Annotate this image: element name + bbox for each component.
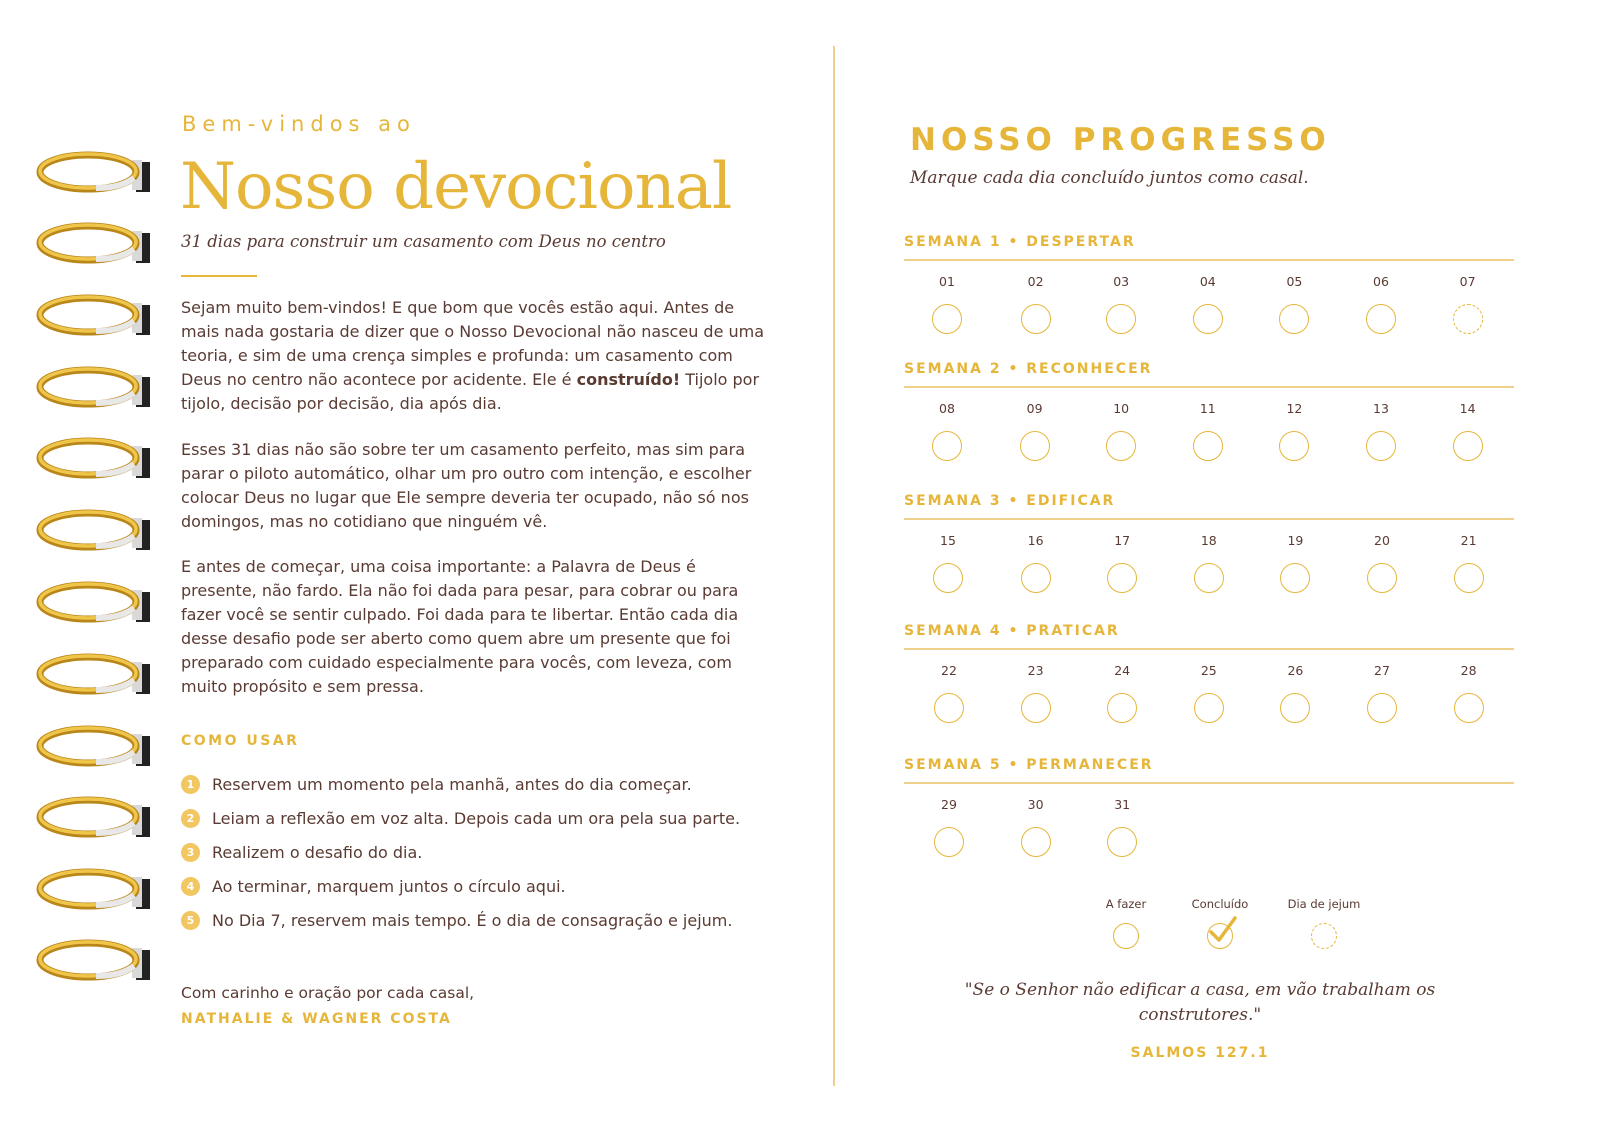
intro-paragraph-2: Esses 31 dias não são sobre ter um casamento perfeito, mas sim para parar o piloto automático, olhar um pro outro com intenção, e escolher colocar Deus no lugar que Ele sempre deveria ter ocupado, não só nos domingos, mas no cotidiano que ninguém vê. — [181, 440, 752, 531]
day-number: 13 — [1373, 401, 1389, 416]
day-10[interactable] — [1101, 401, 1141, 461]
day-number: 31 — [1114, 797, 1131, 812]
day-02[interactable] — [1016, 274, 1056, 334]
page-title: Nosso devocional — [180, 150, 732, 224]
legend-todo-circle — [1113, 923, 1139, 949]
day-11[interactable] — [1188, 401, 1228, 461]
spiral-ring-icon — [36, 793, 152, 841]
legend-done-label: Concluído — [1191, 897, 1249, 911]
day-number: 10 — [1113, 401, 1130, 416]
day-number: 17 — [1114, 533, 1131, 548]
title-underline — [181, 275, 257, 277]
spiral-ring-icon — [36, 363, 152, 411]
legend-todo — [1076, 897, 1176, 949]
day-28[interactable] — [1449, 663, 1489, 723]
page-subtitle: 31 dias para construir um casamento com Deus no centro — [181, 232, 666, 251]
day-number: 30 — [1027, 797, 1044, 812]
spiral-ring-icon — [36, 722, 152, 770]
intro-paragraph-3: E antes de começar, uma coisa importante: a Palavra de Deus é presente, não fardo. Ela não foi dada para pesar, para cobrar ou para fazer você se sentir culpado. Foi dada para te libertar. Então cada dia desse desafio pode ser aberto como quem abre um presente que foi preparado com cuidado especialmente para vocês, com leveza, com muito propósito e sem pressa. — [181, 557, 739, 696]
legend-fast — [1274, 897, 1374, 949]
day-circle[interactable] — [1021, 304, 1051, 334]
week-label: SEMANA 5 • PERMANECER — [904, 757, 1154, 773]
week-label: SEMANA 3 • EDIFICAR — [904, 493, 1116, 509]
step-text: Reservem um momento pela manhã, antes do dia começar. — [212, 774, 692, 794]
intro-bold-word: construído! — [576, 370, 681, 389]
day-circle[interactable] — [1020, 431, 1050, 461]
day-circle[interactable] — [1194, 563, 1224, 593]
intro-paragraph-1 — [181, 296, 771, 416]
step-number-badge: 3 — [181, 843, 200, 862]
week-divider — [904, 386, 1514, 388]
day-20[interactable] — [1362, 533, 1402, 593]
day-circle[interactable] — [1106, 304, 1136, 334]
fast-day-circle[interactable] — [1453, 304, 1483, 334]
day-number: 14 — [1459, 401, 1476, 416]
day-circle[interactable] — [1279, 431, 1309, 461]
day-circle[interactable] — [933, 563, 963, 593]
day-27[interactable] — [1362, 663, 1402, 723]
day-number: 03 — [1113, 274, 1130, 289]
day-09[interactable] — [1015, 401, 1055, 461]
day-number: 23 — [1027, 663, 1044, 678]
day-number: 15 — [940, 533, 956, 548]
day-number: 11 — [1199, 401, 1216, 416]
day-number: 24 — [1114, 663, 1131, 678]
progress-subtitle: Marque cada dia concluído juntos como casal. — [910, 168, 1309, 188]
day-circle[interactable] — [1021, 693, 1051, 723]
welcome-kicker: Bem-vindos ao — [182, 112, 416, 136]
day-circle[interactable] — [1367, 563, 1397, 593]
step-text: Leiam a reflexão em voz alta. Depois cada um ora pela sua parte. — [212, 808, 741, 828]
day-number: 12 — [1286, 401, 1303, 416]
day-number: 05 — [1286, 274, 1303, 289]
scripture-quote: "Se o Senhor não edificar a casa, em vão trabalham os construtores." — [964, 980, 1436, 1025]
day-number: 26 — [1287, 663, 1304, 678]
spiral-ring-icon — [36, 434, 152, 482]
progress-title: NOSSO PROGRESSO — [910, 122, 1331, 158]
page-divider — [833, 46, 835, 1086]
step-number-badge: 5 — [181, 911, 200, 930]
scripture-reference: SALMOS 127.1 — [1130, 1045, 1270, 1061]
check-icon — [1202, 910, 1242, 950]
day-13[interactable] — [1361, 401, 1401, 461]
day-circle[interactable] — [934, 827, 964, 857]
spiral-ring-icon — [36, 936, 152, 984]
day-circle[interactable] — [1366, 431, 1396, 461]
day-29[interactable] — [929, 797, 969, 857]
day-number: 16 — [1027, 533, 1044, 548]
day-30[interactable] — [1016, 797, 1056, 857]
day-23[interactable] — [1016, 663, 1056, 723]
day-circle[interactable] — [1454, 563, 1484, 593]
day-circle[interactable] — [1367, 693, 1397, 723]
day-16[interactable] — [1016, 533, 1056, 593]
how-to-item — [181, 908, 732, 932]
legend-todo-label: A fazer — [1105, 897, 1147, 911]
day-number: 27 — [1374, 663, 1390, 678]
week-label: SEMANA 1 • DESPERTAR — [904, 234, 1136, 250]
week-divider — [904, 648, 1514, 650]
day-number: 08 — [939, 401, 955, 416]
step-number-badge: 2 — [181, 809, 200, 828]
spiral-ring-icon — [36, 291, 152, 339]
day-25[interactable] — [1189, 663, 1229, 723]
day-24[interactable] — [1102, 663, 1142, 723]
how-to-item — [181, 806, 740, 830]
day-number: 22 — [941, 663, 957, 678]
day-circle[interactable] — [1106, 431, 1136, 461]
day-circle[interactable] — [1021, 827, 1051, 857]
step-number-badge: 4 — [181, 877, 200, 896]
legend-fast-label: Dia de jejum — [1287, 897, 1361, 911]
intro-text-a: Sejam muito bem-vindos! E que bom que vocês estão aqui. Antes de mais nada gostaria de dizer que o Nosso Devocional não nasceu de uma teoria, e sim de uma crença simples e profunda: um casamento com Deus no centro não acontece por acidente. Ele é — [181, 298, 765, 389]
how-to-item — [181, 772, 692, 796]
day-number: 20 — [1374, 533, 1390, 548]
signature-line: Com carinho e oração por cada casal, — [181, 984, 475, 1002]
day-06[interactable] — [1361, 274, 1401, 334]
day-number: 06 — [1373, 274, 1389, 289]
day-circle[interactable] — [1280, 563, 1310, 593]
day-number: 21 — [1460, 533, 1477, 548]
spiral-ring-icon — [36, 865, 152, 913]
step-text: No Dia 7, reservem mais tempo. É o dia de consagração e jejum. — [212, 910, 733, 930]
day-number: 01 — [939, 274, 955, 289]
day-circle[interactable] — [1107, 693, 1137, 723]
day-number: 07 — [1459, 274, 1476, 289]
step-text: Realizem o desafio do dia. — [212, 842, 423, 862]
week-divider — [904, 782, 1514, 784]
day-circle[interactable] — [1193, 431, 1223, 461]
week-label: SEMANA 2 • RECONHECER — [904, 361, 1153, 377]
how-to-heading: COMO USAR — [181, 733, 300, 749]
how-to-item — [181, 874, 566, 898]
day-circle[interactable] — [932, 431, 962, 461]
day-26[interactable] — [1275, 663, 1315, 723]
spiral-ring-icon — [36, 219, 152, 267]
day-01[interactable] — [927, 274, 967, 334]
day-number: 25 — [1200, 663, 1217, 678]
day-number: 28 — [1460, 663, 1477, 678]
day-31[interactable] — [1102, 797, 1142, 857]
day-number: 09 — [1026, 401, 1043, 416]
day-number: 02 — [1027, 274, 1044, 289]
week-divider — [904, 259, 1514, 261]
day-08[interactable] — [927, 401, 967, 461]
legend-done — [1170, 897, 1270, 949]
how-to-item — [181, 840, 422, 864]
spiral-ring-icon — [36, 650, 152, 698]
day-number: 19 — [1287, 533, 1304, 548]
day-04[interactable] — [1188, 274, 1228, 334]
day-number: 18 — [1200, 533, 1217, 548]
day-circle[interactable] — [1279, 304, 1309, 334]
day-circle[interactable] — [1021, 563, 1051, 593]
legend-done-circle — [1207, 923, 1233, 949]
day-circle[interactable] — [932, 304, 962, 334]
day-circle[interactable] — [1280, 693, 1310, 723]
day-circle[interactable] — [1453, 431, 1483, 461]
day-circle[interactable] — [1454, 693, 1484, 723]
day-14[interactable] — [1448, 401, 1488, 461]
day-circle[interactable] — [1194, 693, 1224, 723]
signature-names: NATHALIE & WAGNER COSTA — [181, 1011, 452, 1027]
spiral-ring-icon — [36, 148, 152, 196]
step-text: Ao terminar, marquem juntos o círculo aqui. — [212, 876, 566, 896]
day-circle[interactable] — [1107, 563, 1137, 593]
day-07[interactable] — [1448, 274, 1488, 334]
step-number-badge: 1 — [181, 775, 200, 794]
day-12[interactable] — [1274, 401, 1314, 461]
spiral-ring-icon — [36, 506, 152, 554]
day-number: 04 — [1199, 274, 1216, 289]
day-17[interactable] — [1102, 533, 1142, 593]
day-18[interactable] — [1189, 533, 1229, 593]
spiral-ring-icon — [36, 578, 152, 626]
day-15[interactable] — [928, 533, 968, 593]
week-divider — [904, 518, 1514, 520]
day-03[interactable] — [1101, 274, 1141, 334]
day-21[interactable] — [1449, 533, 1489, 593]
day-22[interactable] — [929, 663, 969, 723]
day-circle[interactable] — [1193, 304, 1223, 334]
week-label: SEMANA 4 • PRATICAR — [904, 623, 1120, 639]
day-circle[interactable] — [934, 693, 964, 723]
day-05[interactable] — [1274, 274, 1314, 334]
day-circle[interactable] — [1366, 304, 1396, 334]
intro-text-b: Tijolo por tijolo, decisão por decisão, dia após dia. — [181, 370, 760, 413]
day-circle[interactable] — [1107, 827, 1137, 857]
legend-fast-circle — [1311, 923, 1337, 949]
day-19[interactable] — [1275, 533, 1315, 593]
day-number: 29 — [941, 797, 957, 812]
